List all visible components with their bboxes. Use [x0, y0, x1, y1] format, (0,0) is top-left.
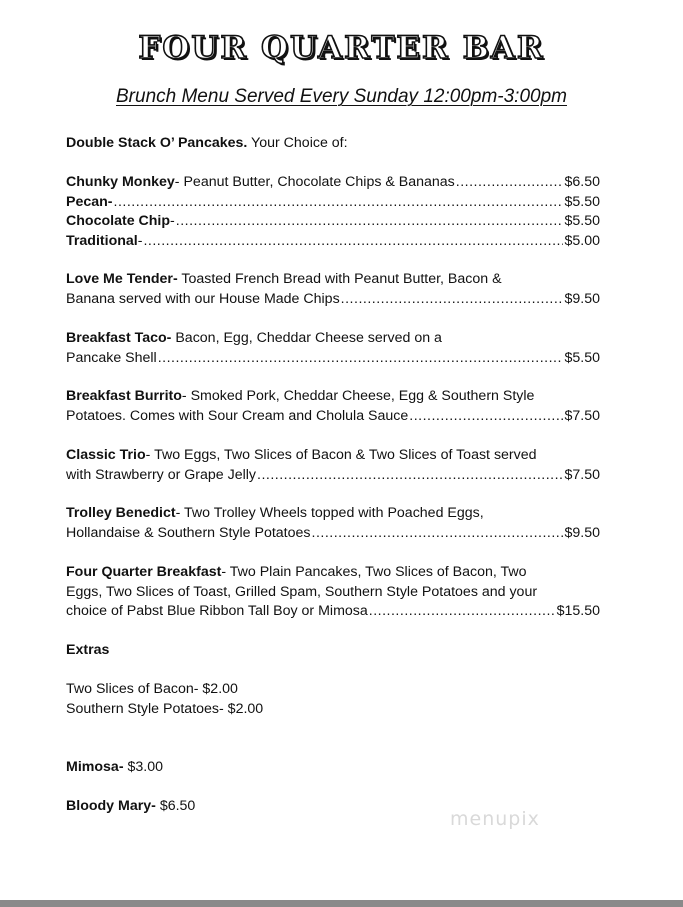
leader-dots [158, 349, 564, 369]
item-line-2: Eggs, Two Slices of Toast, Grilled Spam, Southern Style Potatoes and your [66, 583, 538, 600]
pancakes-heading-line [66, 134, 600, 154]
item-name: Breakfast Burrito [66, 388, 182, 404]
leader-dots [312, 524, 564, 544]
item-price: $5.00 [564, 232, 600, 249]
drink-price: $3.00 [123, 759, 163, 775]
item-price: $7.50 [564, 407, 600, 424]
item-desc: - Two Trolley Wheels topped with Poached Eggs, [175, 505, 484, 521]
extra-item: Southern Style Potatoes- $2.00 [66, 700, 264, 717]
item-desc: - [170, 213, 175, 229]
pancakes-section [66, 134, 600, 154]
item-name: Traditional [66, 232, 138, 249]
item-desc: Banana served with our House Made Chips [66, 290, 340, 307]
item-name: Breakfast Taco- [66, 330, 172, 346]
item-desc: - Two Plain Pancakes, Two Slices of Bacon, Two [221, 564, 527, 580]
item-desc: with Strawberry or Grape Jelly [66, 466, 257, 483]
drink-price: $6.50 [155, 798, 196, 814]
item-price: $6.50 [564, 174, 600, 190]
item-desc: - Peanut Butter, Chocolate Chips & Bananas [174, 174, 455, 190]
item-price: $5.50 [564, 213, 600, 229]
item-desc: - Two Eggs, Two Slices of Bacon & Two Slices of Toast served [145, 447, 537, 463]
leader-dots [257, 466, 563, 486]
item-price: $9.50 [564, 290, 600, 307]
item-line-1 [66, 504, 600, 524]
item-name: Classic Trio [66, 447, 146, 463]
menu-item-breakfast-burrito [66, 387, 600, 426]
extras-list [66, 680, 600, 719]
leader-dots [341, 290, 564, 310]
menu-item-trolley-benedict [66, 504, 600, 543]
item-line-2 [66, 466, 600, 486]
item-price: $15.50 [556, 603, 600, 619]
leader-dots [409, 407, 563, 427]
item-line-2 [66, 349, 600, 369]
menu-item-love-me-tender [66, 270, 600, 309]
extras-heading: Extras [66, 642, 110, 658]
menu-item-classic-trio [66, 446, 600, 485]
item-desc: Potatoes. Comes with Sour Cream and Cholula Sauce [66, 407, 409, 424]
item-desc: Pancake Shell [66, 349, 157, 366]
item-line-2 [66, 524, 600, 544]
item-price: $5.50 [564, 193, 600, 210]
extras-section [66, 641, 600, 661]
leader-dots [114, 193, 564, 213]
item-line-1 [66, 446, 600, 466]
menu-item [66, 232, 600, 252]
item-line-2 [66, 407, 600, 427]
item-price: $5.50 [564, 349, 600, 366]
item-line-1 [66, 563, 600, 583]
item-desc: Hollandaise & Southern Style Potatoes [66, 524, 311, 541]
menu-item-breakfast-taco [66, 329, 600, 368]
drink-mimosa [66, 758, 600, 778]
item-line-3 [66, 602, 600, 622]
pancake-list [66, 173, 600, 251]
brunch-subtitle: Brunch Menu Served Every Sunday 12:00pm-3:00pm [116, 86, 567, 107]
item-desc: - [137, 232, 143, 249]
extra-item: Two Slices of Bacon- $2.00 [66, 681, 238, 697]
drink-name: Mimosa- [66, 759, 124, 775]
item-name: Love Me Tender- [66, 271, 178, 287]
leader-dots [176, 212, 564, 232]
menu-item [66, 173, 600, 193]
item-line-1 [66, 270, 600, 290]
item-line-1 [66, 329, 600, 349]
leader-dots [369, 602, 556, 622]
item-name: Trolley Benedict [66, 505, 176, 521]
menu-item [66, 193, 600, 213]
item-desc: choice of Pabst Blue Ribbon Tall Boy or Mimosa [66, 603, 368, 619]
item-price: $7.50 [564, 466, 600, 483]
item-name: Chocolate Chip [66, 213, 171, 229]
leader-dots [143, 232, 563, 252]
pancakes-heading: Double Stack O’ Pancakes. [66, 135, 248, 151]
menu-item [66, 212, 600, 232]
item-name: Four Quarter Breakfast [66, 564, 222, 580]
menu-item-four-quarter-breakfast [66, 563, 600, 622]
item-line-2 [66, 290, 600, 310]
pancakes-heading-note: Your Choice of: [247, 135, 348, 151]
leader-dots [456, 173, 564, 193]
item-line-1 [66, 387, 600, 407]
drink-name: Bloody Mary- [66, 798, 156, 814]
item-price: $9.50 [564, 524, 600, 541]
item-desc: Toasted French Bread with Peanut Butter, Bacon & [177, 271, 502, 287]
item-desc: Bacon, Egg, Cheddar Cheese served on a [171, 330, 442, 346]
item-desc: - Smoked Pork, Cheddar Cheese, Egg & Southern Style [181, 388, 535, 404]
menupix-watermark: menupix [450, 808, 540, 830]
item-name: Pecan- [66, 193, 113, 210]
bottom-edge-bar [0, 900, 683, 907]
item-name: Chunky Monkey [66, 174, 175, 190]
bar-title: FOUR QUARTER BAR [138, 30, 545, 66]
